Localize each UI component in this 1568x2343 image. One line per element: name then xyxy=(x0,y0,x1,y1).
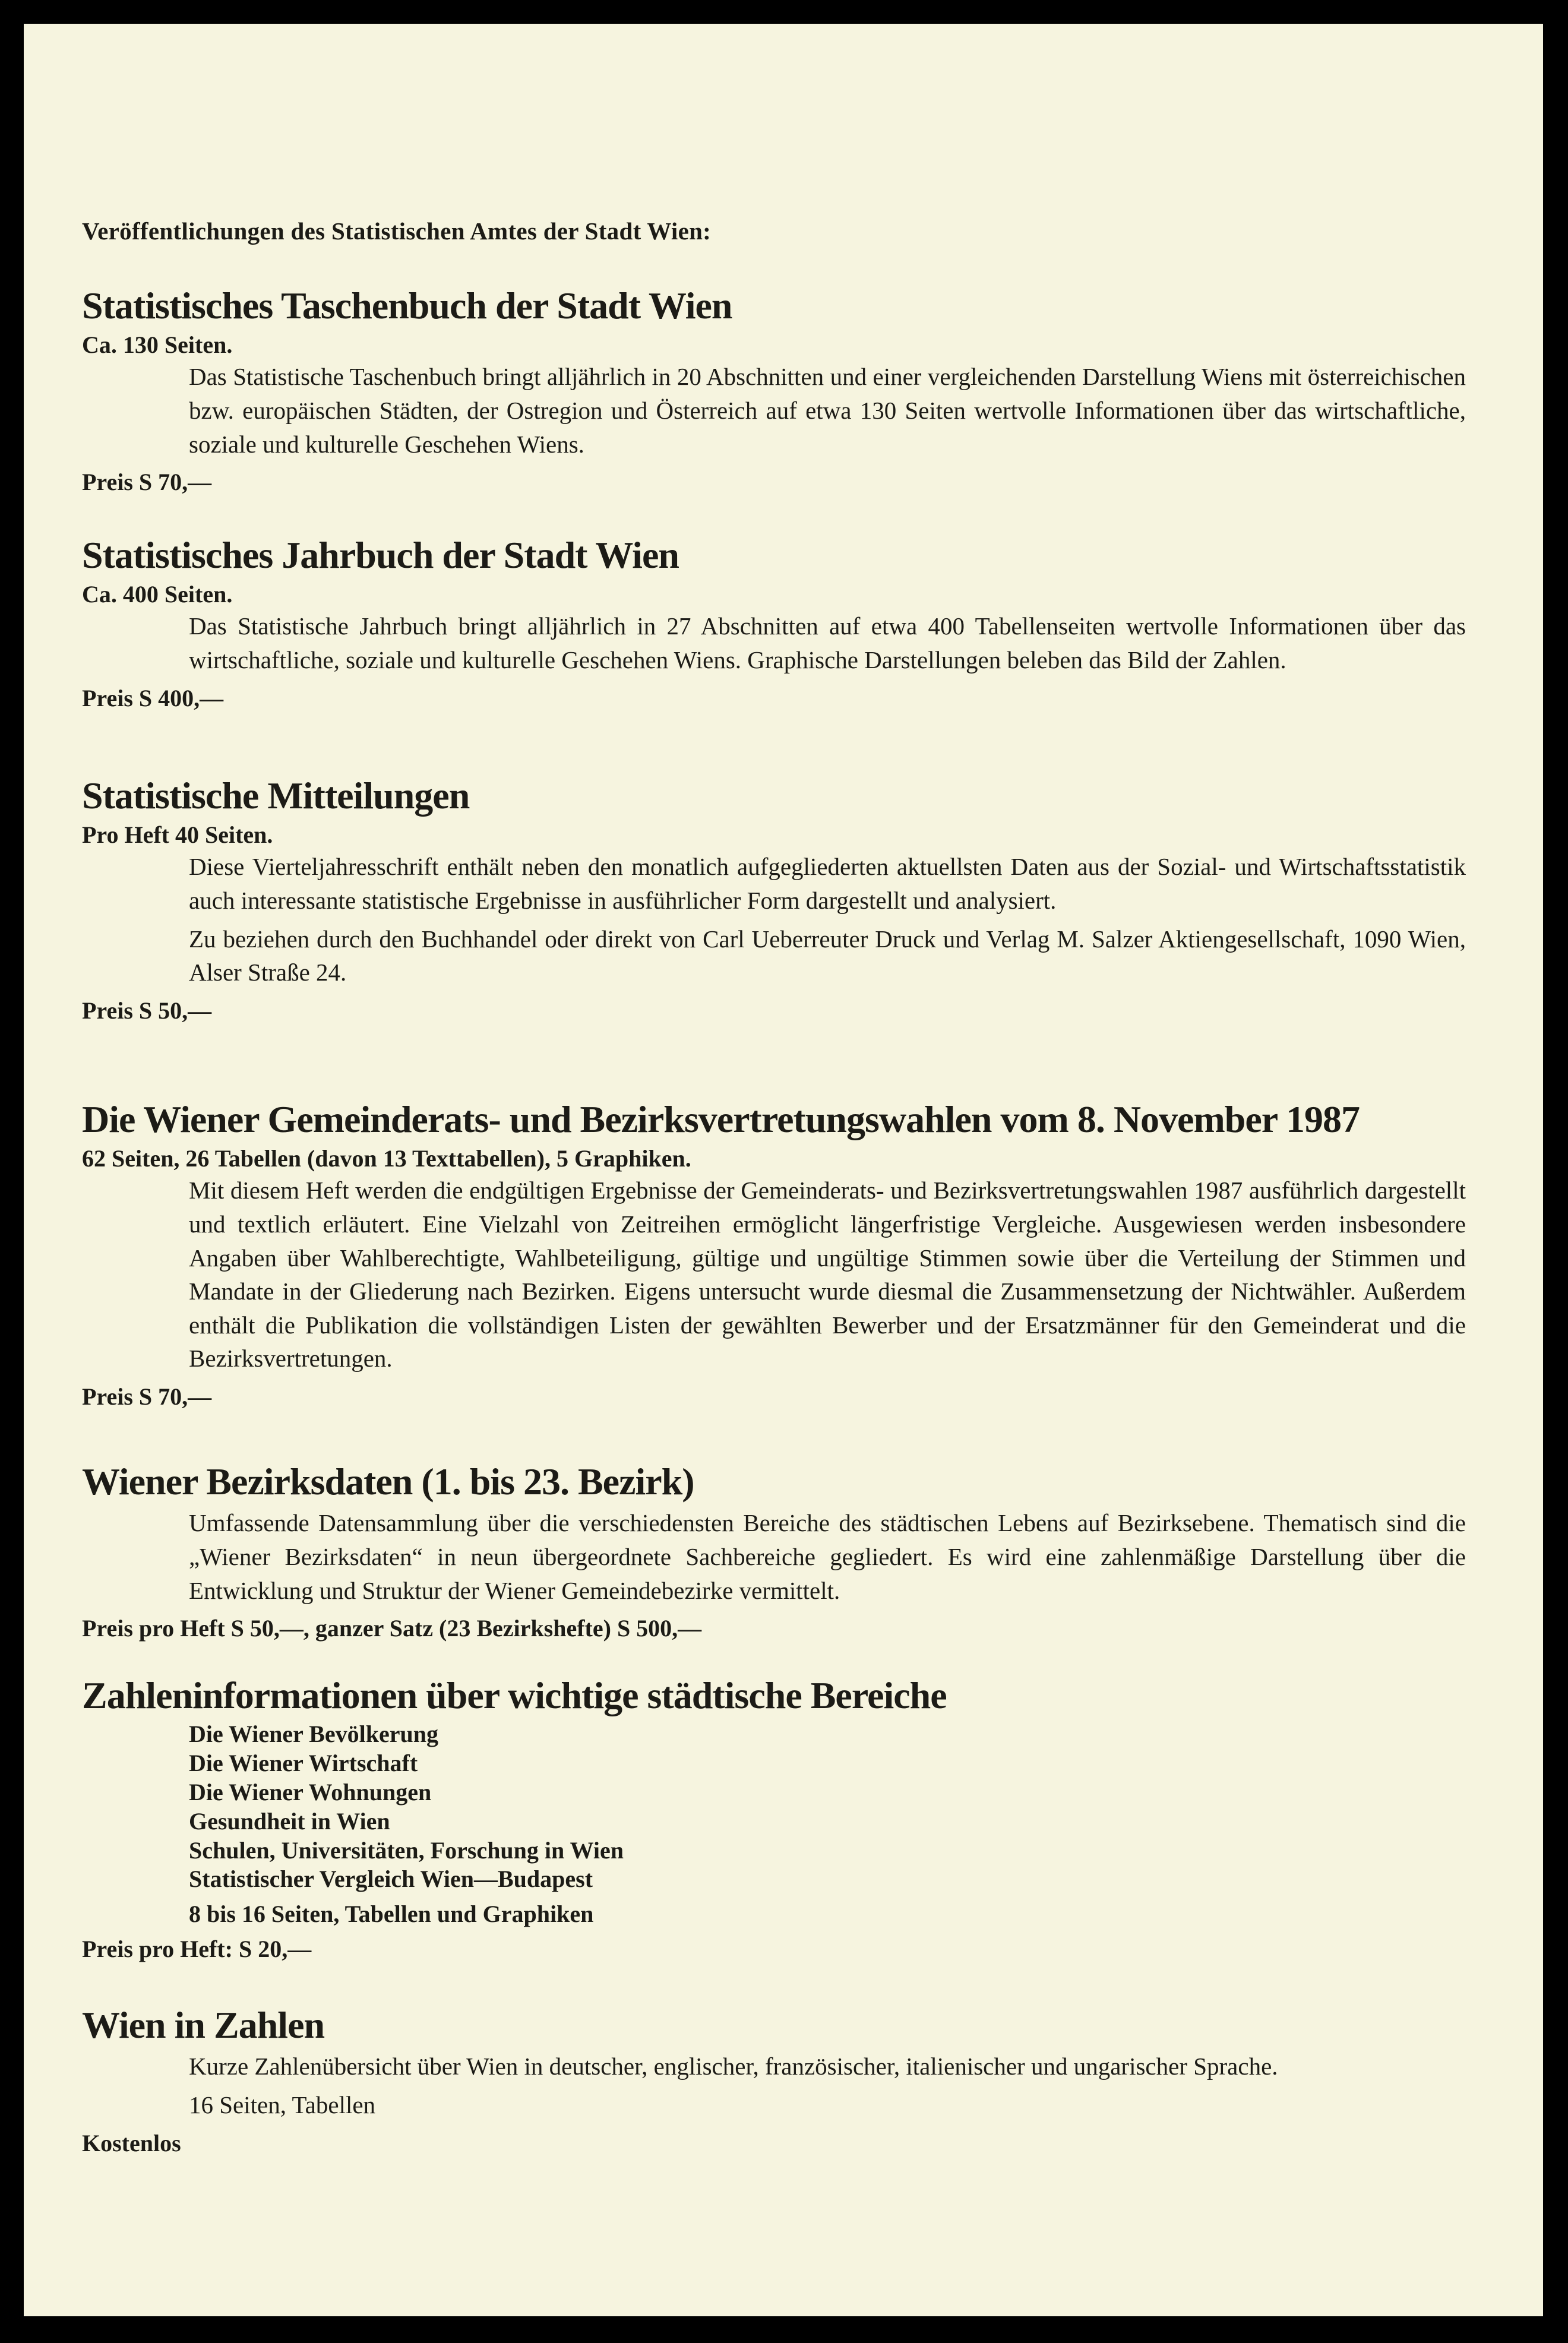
topic-item: Statistischer Vergleich Wien—Budapest xyxy=(189,1865,593,1893)
description-paragraph: Mit diesem Heft werden die endgültigen Ergebnisse der Gemeinderats- und Bezirksvertretungswahlen 1987 ausführlich dargestellt und textlich erläutert. Eine Vielzahl von Zeitreihen ermöglicht längerfristige Vergleiche. Ausgewiesen werden insbesondere Angaben über Wahlberechtigte, Wahlbeteiligung, gültige und ungültige Stimmen sowie über die Verteilung der Stimmen und Mandate in der Gliederung nach Bezirken. Eigens untersucht wurde diesmal die Zusammensetzung der Nichtwähler. Außerdem enthält die Publikation die vollständigen Listen der gewählten Bewerber und der Ersatzmänner für den Gemeinderat und die Bezirksvertretungen. xyxy=(189,1177,1466,1373)
publication-bezirksdaten xyxy=(82,1461,1466,1642)
publication-title: Wiener Bezirksdaten (1. bis 23. Bezirk) xyxy=(82,1460,694,1503)
publication-wahlen-1987 xyxy=(82,1099,1466,1411)
publication-taschenbuch xyxy=(82,285,1466,496)
publication-title: Wien in Zahlen xyxy=(82,2004,325,2046)
publication-extent: 16 Seiten, Tabellen xyxy=(189,2091,376,2118)
topic-item: Die Wiener Bevölkerung xyxy=(189,1721,438,1748)
description-paragraph: Kurze Zahlenübersicht über Wien in deutscher, englischer, französischer, italienischer und ungarischer Sprache. xyxy=(189,2053,1278,2080)
topic-item: Gesundheit in Wien xyxy=(189,1807,390,1835)
publication-title: Zahleninformationen über wichtige städtische Bereiche xyxy=(82,1674,947,1716)
publication-title: Die Wiener Gemeinderats- und Bezirksvertretungswahlen vom 8. November 1987 xyxy=(82,1098,1360,1140)
publication-extent: Ca. 400 Seiten. xyxy=(82,581,233,608)
publication-extent: Pro Heft 40 Seiten. xyxy=(82,821,273,849)
publication-description xyxy=(189,609,1466,676)
publication-price: Preis S 50,— xyxy=(82,997,212,1024)
publication-zahleninformationen xyxy=(82,1675,1466,1963)
publication-price: Preis S 400,— xyxy=(82,684,224,712)
publication-title: Statistisches Taschenbuch der Stadt Wien xyxy=(82,284,732,327)
topic-item: Die Wiener Wohnungen xyxy=(189,1778,432,1806)
topic-item: Schulen, Universitäten, Forschung in Wien xyxy=(189,1836,624,1864)
publication-description xyxy=(189,850,1466,989)
publication-description xyxy=(189,2050,1466,2121)
publication-jahrbuch xyxy=(82,535,1466,712)
description-paragraph: Diese Vierteljahresschrift enthält neben den monatlich aufgegliederten aktuellsten Daten aus der Sozial- und Wirtschaftsstatistik auch interessante statistische Ergebnisse in ausführlicher Form dargestellt und analysiert. xyxy=(189,853,1466,914)
topic-item: Die Wiener Wirtschaft xyxy=(189,1750,418,1777)
publication-description xyxy=(189,1174,1466,1375)
description-paragraph: Das Statistische Jahrbuch bringt alljährlich in 27 Abschnitten auf etwa 400 Tabellenseiten wertvolle Informationen über das wirtschaftliche, soziale und kulturelle Geschehen Wiens. Graphische Darstellungen beleben das Bild der Zahlen. xyxy=(189,612,1466,674)
publication-description xyxy=(189,1506,1466,1607)
publication-description xyxy=(189,360,1466,461)
publication-title: Statistisches Jahrbuch der Stadt Wien xyxy=(82,534,679,576)
description-paragraph: Das Statistische Taschenbuch bringt alljährlich in 20 Abschnitten und einer vergleichenden Darstellung Wiens mit österreichischen bzw. europäischen Städten, der Ostregion und Österreich auf etwa 130 Seiten wertvolle Informationen über das wirtschaftliche, soziale und kulturelle Geschehen Wiens. xyxy=(189,363,1466,458)
publication-price: Preis pro Heft: S 20,— xyxy=(82,1936,312,1963)
publication-extent: 8 bis 16 Seiten, Tabellen und Graphiken xyxy=(189,1901,594,1928)
publication-price: Kostenlos xyxy=(82,2129,181,2157)
publication-price: Preis pro Heft S 50,—, ganzer Satz (23 Bezirkshefte) S 500,— xyxy=(82,1615,702,1642)
publication-mitteilungen xyxy=(82,775,1466,1025)
description-paragraph: Zu beziehen durch den Buchhandel oder direkt von Carl Ueberreuter Druck und Verlag M. Salzer Aktiengesellschaft, 1090 Wien, Alser Straße 24. xyxy=(189,925,1466,986)
publication-price: Preis S 70,— xyxy=(82,469,212,496)
publication-wien-in-zahlen xyxy=(82,2004,1466,2157)
publication-price: Preis S 70,— xyxy=(82,1383,212,1410)
publication-extent: Ca. 130 Seiten. xyxy=(82,331,233,359)
publication-title: Statistische Mitteilungen xyxy=(82,774,470,817)
topic-list xyxy=(189,1720,1466,1894)
description-paragraph: Umfassende Datensammlung über die verschiedensten Bereiche des städtischen Lebens auf Bezirksebene. Thematisch sind die „Wiener Bezirksdaten“ in neun übergeordnete Sachbereiche gegliedert. Es wird eine zahlenmäßige Darstellung über die Entwicklung und Struktur der Wiener Gemeindebezirke vermittelt. xyxy=(189,1509,1466,1604)
intro-heading: Veröffentlichungen des Statistischen Amtes der Stadt Wien: xyxy=(82,217,712,245)
publication-extent: 62 Seiten, 26 Tabellen (davon 13 Texttabellen), 5 Graphiken. xyxy=(82,1145,691,1172)
document-page xyxy=(24,24,1543,2316)
